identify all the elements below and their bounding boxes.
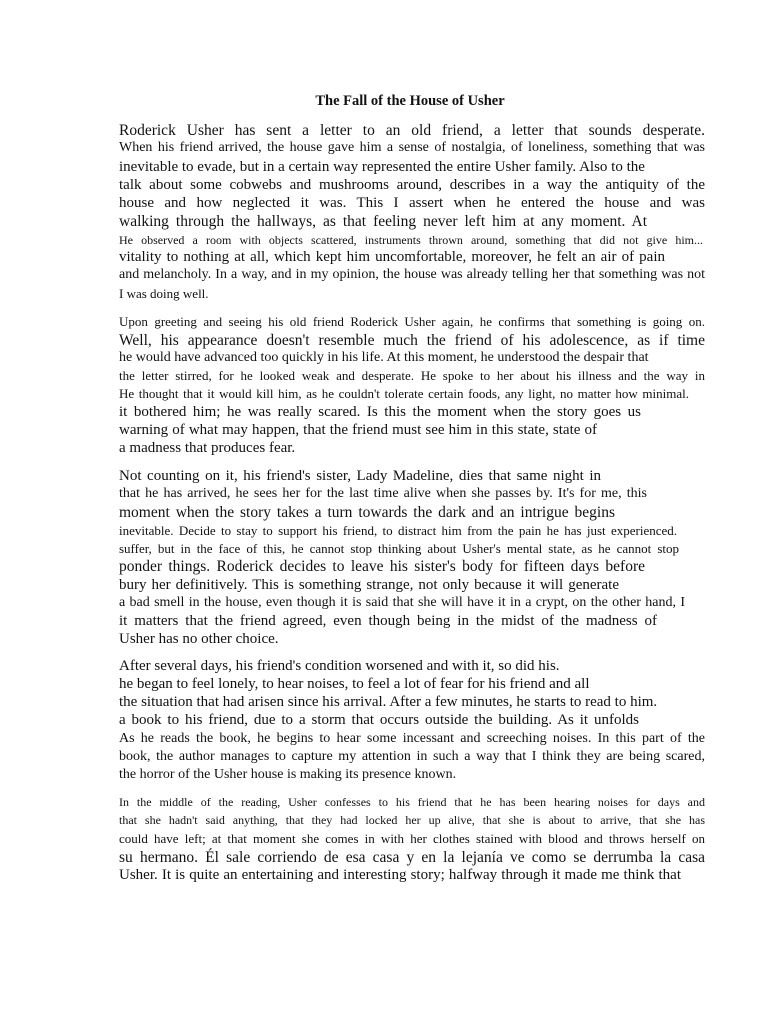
paragraph-5-line-5: Usher. It is quite an entertaining and interesting story; halfway through it made me think that xyxy=(119,867,681,883)
paragraph-2-line-6: it bothered him; he was really scared. Is this the moment when the story goes us xyxy=(119,404,641,420)
paragraph-4-line-5: As he reads the book, he begins to hear some incessant and screeching noises. In this part of the xyxy=(119,731,705,746)
paragraph-2-line-2: Well, his appearance doesn't resemble much the friend of his adolescence, as if time xyxy=(119,332,705,349)
paragraph-3-line-1: Not counting on it, his friend's sister, Lady Madeline, dies that same night in xyxy=(119,468,601,484)
paragraph-1-line-10: I was doing well. xyxy=(119,286,209,301)
paragraph-4-line-3: the situation that had arisen since his arrival. After a few minutes, he starts to read to him. xyxy=(119,694,658,710)
paragraph-3-line-6: ponder things. Roderick decides to leave his sister's body for fifteen days before xyxy=(119,558,645,575)
paragraph-3-line-5: suffer, but in the face of this, he cannot stop thinking about Usher's mental state, as he cannot stop xyxy=(119,541,679,556)
paragraph-1-line-7: He observed a room with objects scattered, instruments thrown around, something that did not give him... xyxy=(119,233,703,247)
paragraph-1-line-9: and melancholy. In a way, and in my opinion, the house was already telling her that something was not xyxy=(119,267,705,282)
paragraph-3-line-9: it matters that the friend agreed, even though being in the midst of the madness of xyxy=(119,613,657,629)
paragraph-1-line-4: talk about some cobwebs and mushrooms around, describes in a way the antiquity of the xyxy=(119,177,705,193)
paragraph-2-line-5: He thought that it would kill him, as he couldn't tolerate certain foods, any light, no matter how minimal. xyxy=(119,386,689,401)
paragraph-2-line-7: warning of what may happen, that the friend must see him in this state, state of xyxy=(119,422,597,438)
paragraph-1-line-5: house and how neglected it was. This I assert when he entered the house and was xyxy=(119,195,705,211)
paragraph-3-line-4: inevitable. Decide to stay to support his friend, to distract him from the pain he has just experienced. xyxy=(119,523,677,538)
paragraph-4-line-7: the horror of the Usher house is making its presence known. xyxy=(119,767,457,782)
paragraph-4-line-6: book, the author manages to capture my attention in such a way that I think they are being scared, xyxy=(119,749,705,764)
paragraph-1-line-1: Roderick Usher has sent a letter to an old friend, a letter that sounds desperate. xyxy=(119,122,705,139)
paragraph-2-line-4: the letter stirred, for he looked weak and desperate. He spoke to her about his illness and the way in xyxy=(119,368,705,383)
paragraph-5-line-4: su hermano. Él sale corriendo de esa casa y en la lejanía ve como se derrumba la casa xyxy=(119,849,705,866)
paragraph-3-line-3: moment when the story takes a turn towards the dark and an intrigue begins xyxy=(119,504,615,521)
paragraph-5-line-3: could have left; at that moment she comes in with her clothes stained with blood and throws herself on xyxy=(119,831,705,846)
paragraph-4-line-1: After several days, his friend's condition worsened and with it, so did his. xyxy=(119,658,560,674)
paragraph-3-line-8: a bad smell in the house, even though it is said that she will have it in a crypt, on the other hand, I xyxy=(119,595,685,610)
paragraph-1-line-8: vitality to nothing at all, which kept him uncomfortable, moreover, he felt an air of pain xyxy=(119,249,665,265)
paragraph-1-line-3: inevitable to evade, but in a certain way represented the entire Usher family. Also to the xyxy=(119,159,645,175)
paragraph-5-line-2: that she hadn't said anything, that they had locked her up alive, that she is about to arrive, that she has xyxy=(119,813,705,827)
paragraph-2-line-8: a madness that produces fear. xyxy=(119,440,296,456)
paragraph-2-line-1: Upon greeting and seeing his old friend Roderick Usher again, he confirms that something is going on. xyxy=(119,314,705,329)
paragraph-3-line-7: bury her definitively. This is something strange, not only because it will generate xyxy=(119,577,619,593)
paragraph-2-line-3: he would have advanced too quickly in his life. At this moment, he understood the despair that xyxy=(119,350,649,365)
document-title: The Fall of the House of Usher xyxy=(315,93,505,109)
paragraph-1-line-6: walking through the hallways, as that feeling never left him at any moment. At xyxy=(119,213,647,230)
paragraph-4-line-2: he began to feel lonely, to hear noises, to feel a lot of fear for his friend and all xyxy=(119,676,590,692)
paragraph-4-line-4: a book to his friend, due to a storm that occurs outside the building. As it unfolds xyxy=(119,712,639,728)
paragraph-3-line-2: that he has arrived, he sees her for the last time alive when she passes by. It's for me, this xyxy=(119,486,647,501)
paragraph-5-line-1: In the middle of the reading, Usher confesses to his friend that he has been hearing noises for days and xyxy=(119,795,705,809)
paragraph-3-line-10: Usher has no other choice. xyxy=(119,631,279,647)
paragraph-1-line-2: When his friend arrived, the house gave him a sense of nostalgia, of loneliness, something that was xyxy=(119,140,705,155)
